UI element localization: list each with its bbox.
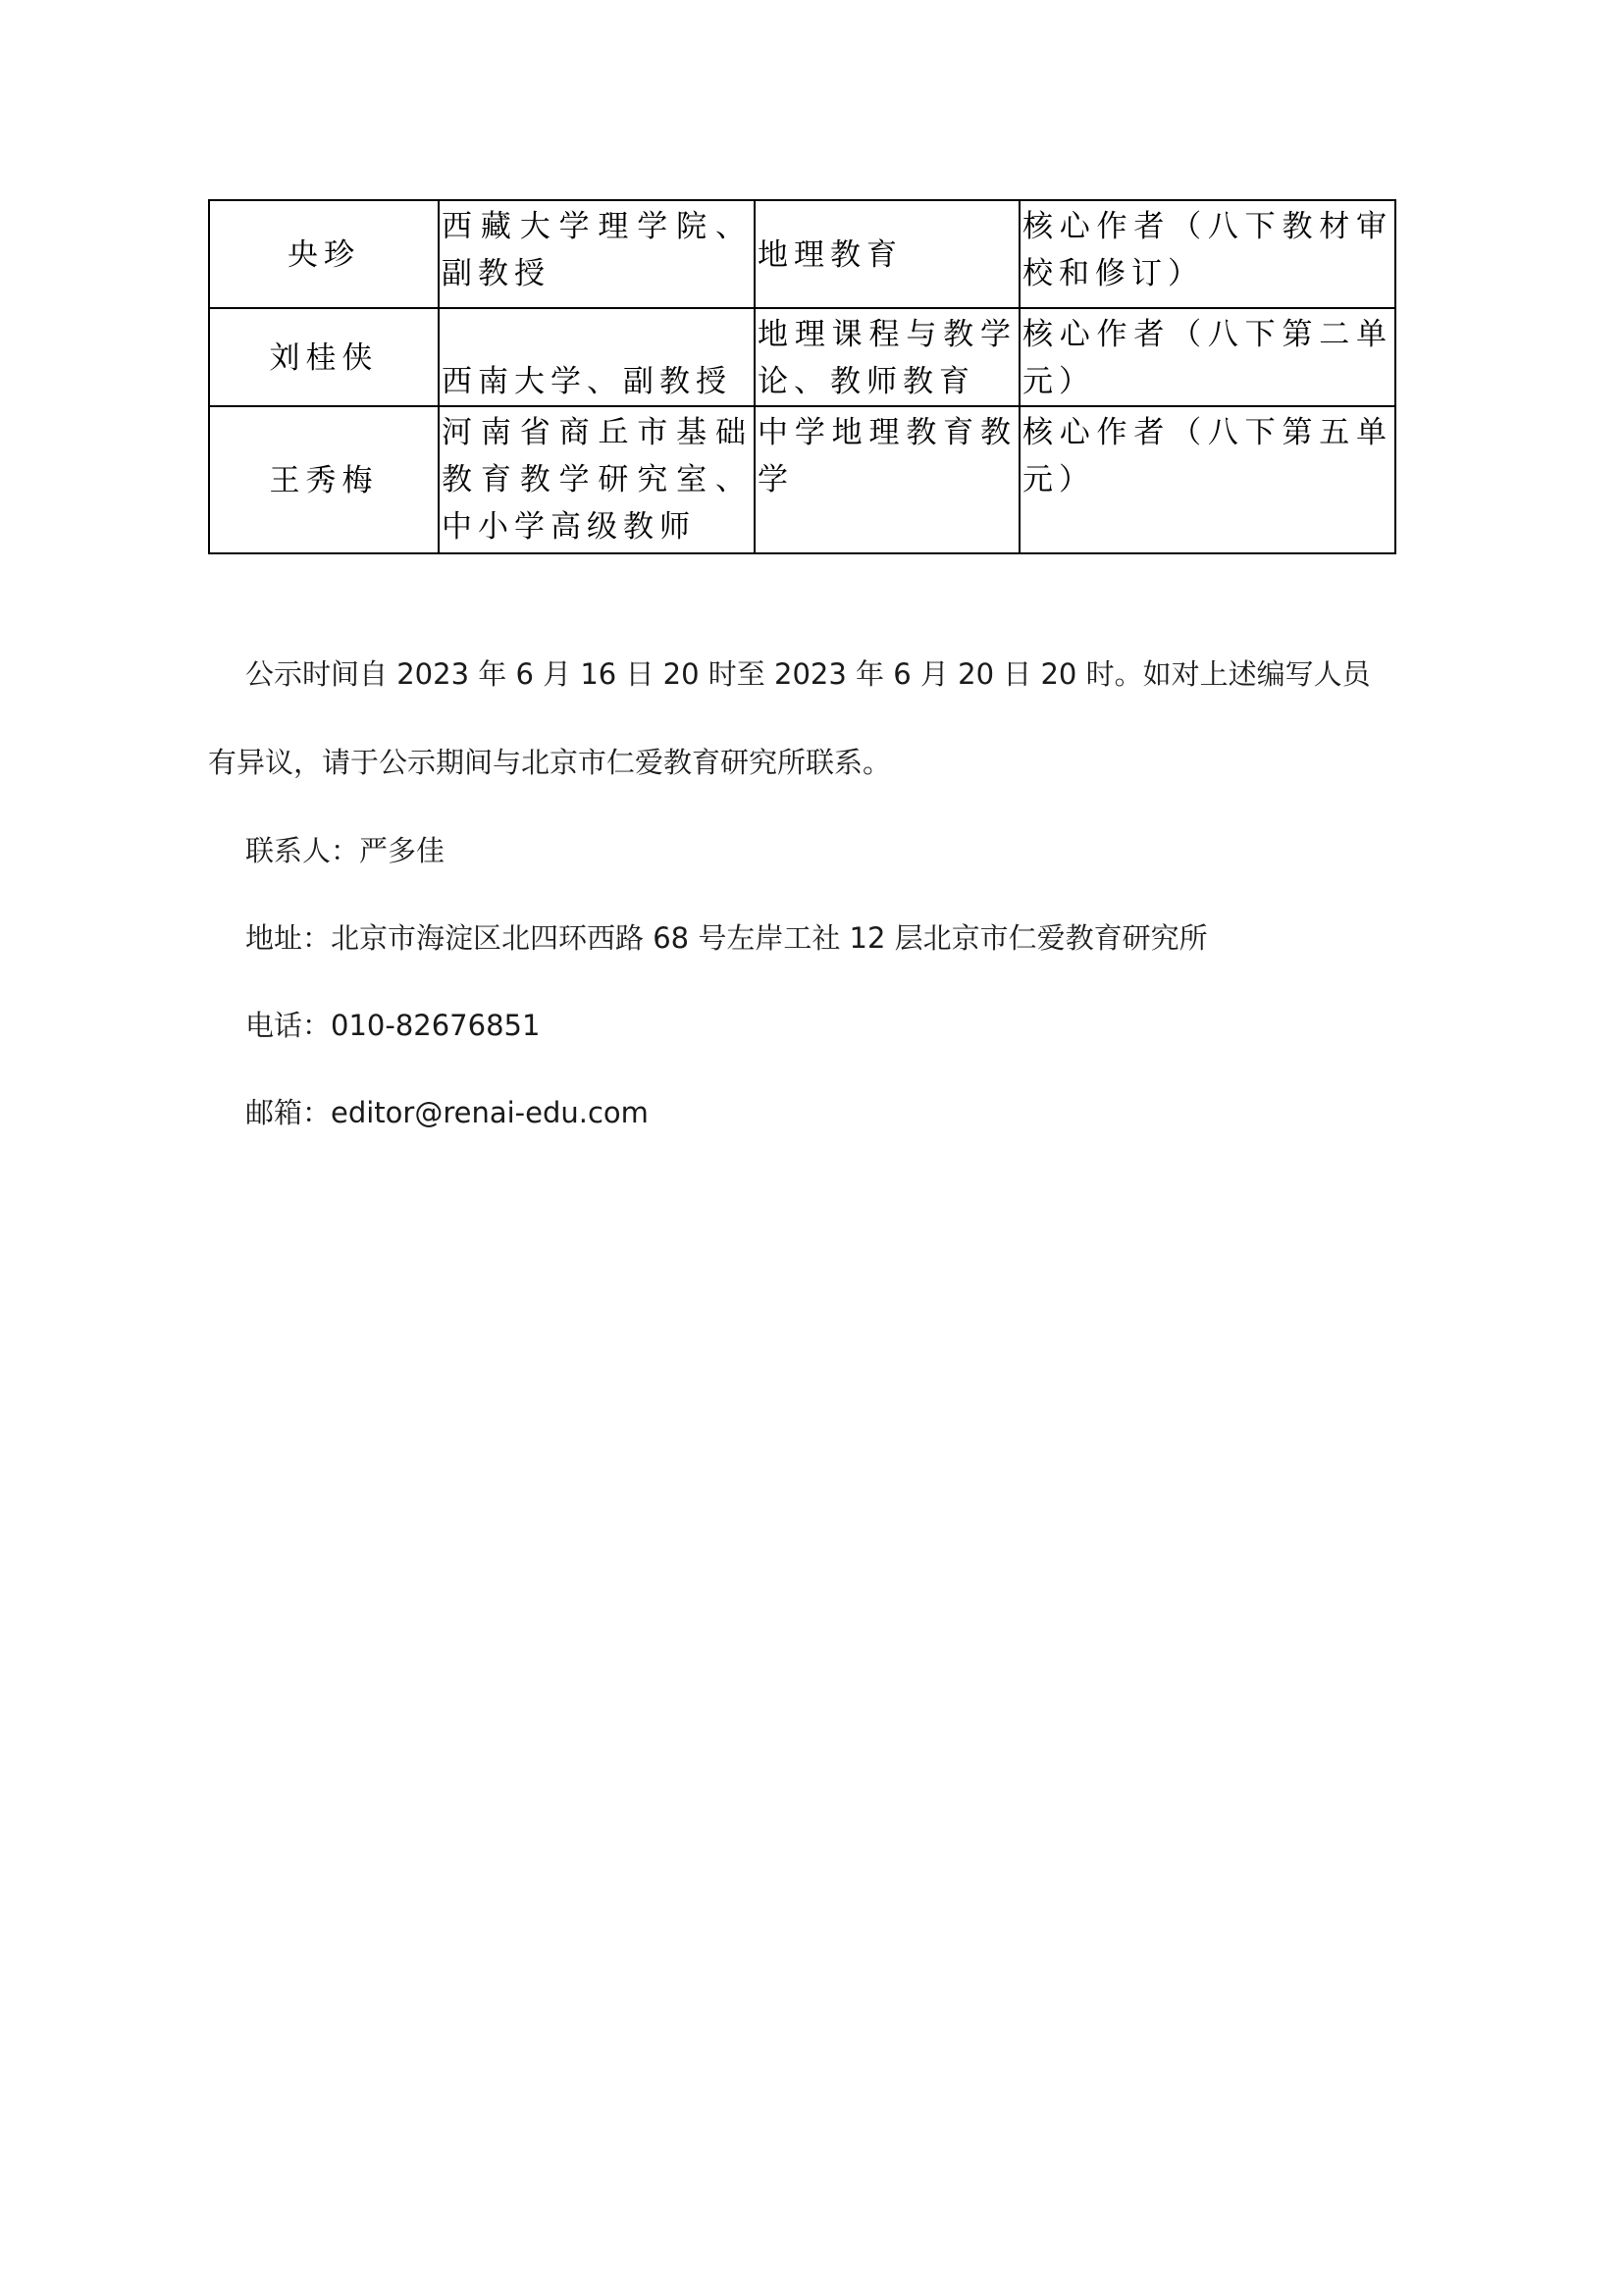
author-name: 央珍	[209, 200, 439, 308]
table-row	[209, 406, 1395, 553]
author-role: 核心作者（八下教材审校和修订）	[1020, 200, 1395, 308]
contact-person: 联系人：严多佳	[245, 834, 445, 867]
author-affiliation: 河南省商丘市基础教育教学研究室、中小学高级教师	[439, 406, 755, 553]
author-table	[208, 199, 1396, 554]
author-field: 地理课程与教学论、教师教育	[755, 308, 1020, 406]
notice-section	[208, 652, 1393, 1135]
contact-phone: 电话：010-82676851	[245, 1009, 541, 1042]
notice-period-line: 公示时间自 2023 年 6 月 16 日 20 时至 2023 年 6 月 20 日 20 时。如对上述编写人员	[245, 657, 1371, 691]
author-name: 刘桂侠	[209, 308, 439, 406]
author-role: 核心作者（八下第二单元）	[1020, 308, 1395, 406]
contact-address: 地址：北京市海淀区北四环西路 68 号左岸工社 12 层北京市仁爱教育研究所	[245, 921, 1208, 955]
author-affiliation: 西藏大学理学院、副教授	[439, 200, 755, 308]
author-role: 核心作者（八下第五单元）	[1020, 406, 1395, 553]
author-name: 王秀梅	[209, 406, 439, 553]
author-field: 中学地理教育教学	[755, 406, 1020, 553]
table-row	[209, 200, 1395, 308]
table-row	[209, 308, 1395, 406]
author-affiliation: 西南大学、副教授	[439, 308, 755, 406]
notice-period-line-continued: 有异议，请于公示期间与北京市仁爱教育研究所联系。	[208, 746, 892, 779]
author-field: 地理教育	[755, 200, 1020, 308]
contact-email: 邮箱：editor@renai-edu.com	[245, 1096, 649, 1129]
